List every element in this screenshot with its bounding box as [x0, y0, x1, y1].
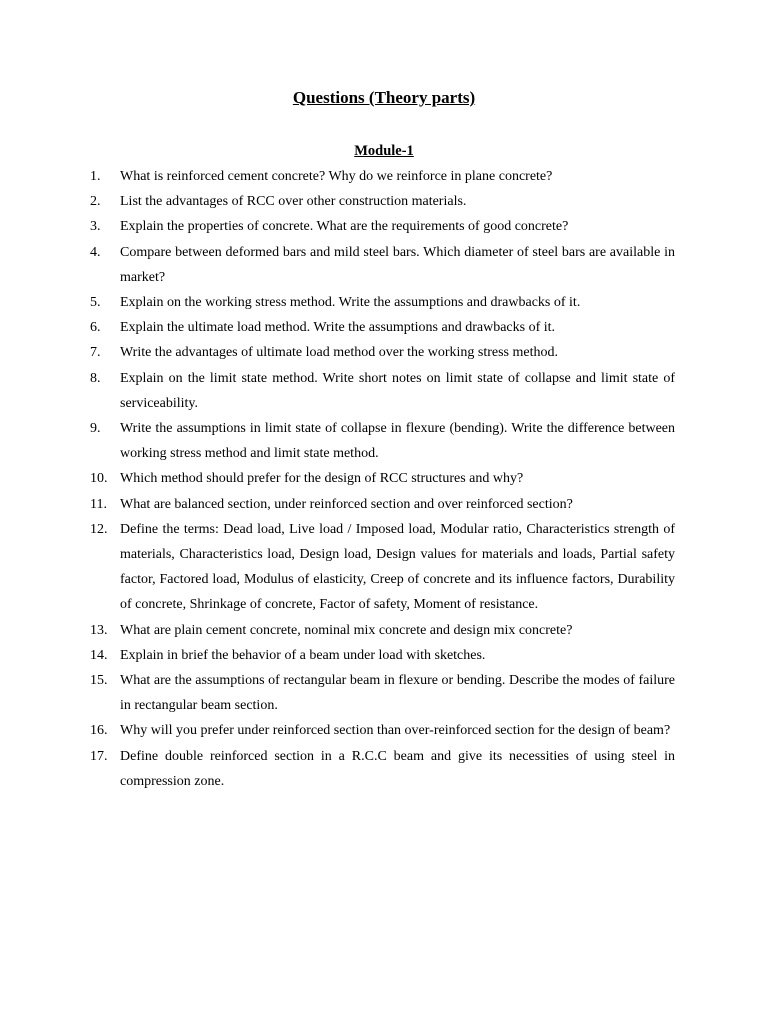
question-number: 3. — [90, 219, 101, 235]
question-text: Write the assumptions in limit state of collapse in flexure (bending). Write the difference between working stress method and limit state method. — [120, 421, 675, 462]
question-item — [90, 340, 675, 365]
question-text: Compare between deformed bars and mild steel bars. Which diameter of steel bars are available in market? — [120, 244, 675, 285]
question-number: 4. — [90, 244, 101, 260]
question-number: 2. — [90, 194, 101, 210]
question-item — [90, 492, 675, 517]
question-item — [90, 366, 675, 416]
question-text: Explain on the working stress method. Write the assumptions and drawbacks of it. — [120, 295, 581, 311]
question-item — [90, 668, 675, 718]
question-number: 6. — [90, 320, 101, 336]
question-item — [90, 744, 675, 794]
question-text: Explain the ultimate load method. Write the assumptions and drawbacks of it. — [120, 320, 556, 336]
question-text: What are balanced section, under reinforced section and over reinforced section? — [120, 496, 573, 512]
question-item — [90, 517, 675, 618]
question-text: Explain in brief the behavior of a beam under load with sketches. — [120, 647, 486, 663]
question-item — [90, 164, 675, 189]
question-number: 15. — [90, 673, 108, 689]
question-text: What are the assumptions of rectangular beam in flexure or bending. Describe the modes of failure in rectangular beam section. — [120, 673, 675, 714]
question-number: 9. — [90, 421, 101, 437]
question-text: Define double reinforced section in a R.C.C beam and give its necessities of using steel in compression zone. — [120, 748, 675, 789]
question-text: What are plain cement concrete, nominal mix concrete and design mix concrete? — [120, 622, 573, 638]
question-number: 11. — [90, 496, 107, 512]
question-item — [90, 290, 675, 315]
question-item — [90, 214, 675, 239]
question-item — [90, 315, 675, 340]
question-item — [90, 189, 675, 214]
question-number: 5. — [90, 295, 101, 311]
question-text: Write the advantages of ultimate load method over the working stress method. — [120, 345, 558, 361]
page-title: Questions (Theory parts) — [292, 88, 476, 107]
question-number: 13. — [90, 622, 108, 638]
question-item — [90, 466, 675, 491]
question-item — [90, 718, 675, 743]
question-text: Explain on the limit state method. Write short notes on limit state of collapse and limit state of serviceability. — [120, 370, 675, 411]
question-number: 12. — [90, 521, 108, 537]
module-heading: Module-1 — [354, 143, 414, 159]
question-number: 7. — [90, 345, 101, 361]
question-number: 1. — [90, 169, 101, 184]
question-text: List the advantages of RCC over other construction materials. — [120, 194, 467, 210]
question-text: Define the terms: Dead load, Live load / Imposed load, Modular ratio, Characteristics strength of materials, Characteristics load, Design load, Design values for materials and loads, Partial safety factor, Factored load, Modulus of elasticity, Creep of concrete and its influence factors, Durability of concrete, Shrinkage of concrete, Factor of safety, Moment of resistance. — [120, 521, 675, 613]
question-text: Explain the properties of concrete. What are the requirements of good concrete? — [120, 219, 569, 235]
question-item — [90, 643, 675, 668]
question-list — [90, 164, 675, 794]
question-text: Which method should prefer for the design of RCC structures and why? — [120, 471, 524, 487]
question-text: Why will you prefer under reinforced section than over-reinforced section for the design of beam? — [120, 723, 671, 739]
question-number: 10. — [90, 471, 108, 487]
question-item — [90, 618, 675, 643]
question-number: 14. — [90, 647, 108, 663]
question-text: What is reinforced cement concrete? Why do we reinforce in plane concrete? — [120, 169, 553, 184]
question-number: 8. — [90, 370, 101, 386]
question-item — [90, 416, 675, 466]
question-number: 17. — [90, 748, 108, 764]
question-number: 16. — [90, 723, 108, 739]
question-item — [90, 240, 675, 290]
